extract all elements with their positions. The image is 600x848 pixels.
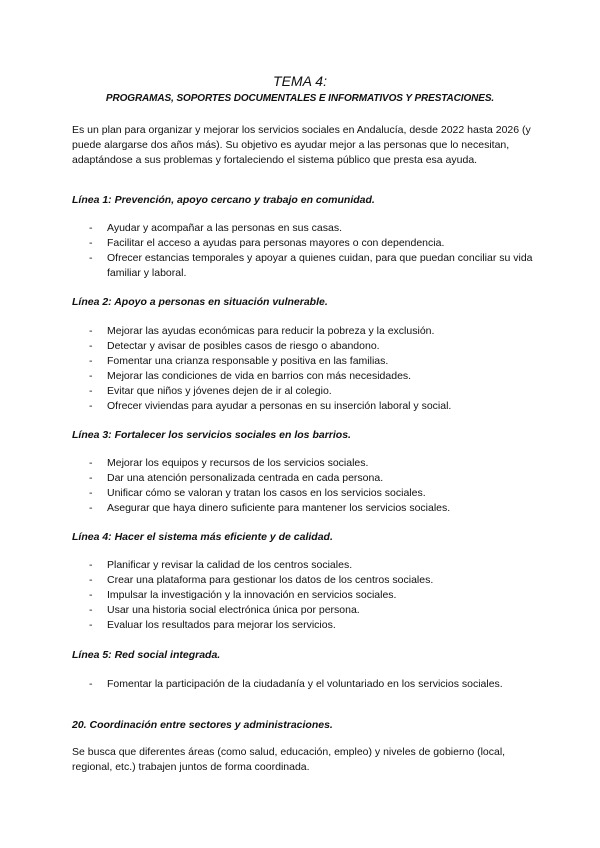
list-item: - Ofrecer estancias temporales y apoyar a quienes cuidan, para que puedan conciliar su vida familiar y laboral.	[72, 251, 542, 281]
page-title: TEMA 4:	[273, 73, 327, 89]
list-item: - Mejorar los equipos y recursos de los servicios sociales.	[72, 456, 542, 471]
list-item: - Dar una atención personalizada centrada en cada persona.	[72, 471, 542, 486]
line-1-heading: Línea 1: Prevención, apoyo cercano y trabajo en comunidad.	[72, 194, 375, 206]
list-item: - Ayudar y acompañar a las personas en sus casas.	[72, 221, 542, 236]
list-item: - Crear una plataforma para gestionar los datos de los centros sociales.	[72, 573, 542, 588]
list-item: - Facilitar el acceso a ayudas para personas mayores o con dependencia.	[72, 236, 542, 251]
list-item: - Fomentar la participación de la ciudadanía y el voluntariado en los servicios sociales.	[72, 677, 542, 692]
line-4-list	[72, 558, 542, 633]
line-4-heading: Línea 4: Hacer el sistema más eficiente y de calidad.	[72, 531, 333, 543]
list-item: - Asegurar que haya dinero suficiente para mantener los servicios sociales.	[72, 501, 542, 516]
list-item: - Detectar y avisar de posibles casos de riesgo o abandono.	[72, 339, 542, 354]
line-5-list	[72, 677, 542, 692]
list-item: - Mejorar las ayudas económicas para reducir la pobreza y la exclusión.	[72, 324, 542, 339]
list-item: - Unificar cómo se valoran y tratan los casos en los servicios sociales.	[72, 486, 542, 501]
line-3-list	[72, 456, 542, 516]
list-item: - Evitar que niños y jóvenes dejen de ir al colegio.	[72, 384, 542, 399]
list-item: - Evaluar los resultados para mejorar los servicios.	[72, 618, 542, 633]
list-item: - Impulsar la investigación y la innovación en servicios sociales.	[72, 588, 542, 603]
list-item: - Ofrecer viviendas para ayudar a personas en su inserción laboral y social.	[72, 399, 542, 414]
line-3-heading: Línea 3: Fortalecer los servicios sociales en los barrios.	[72, 429, 351, 441]
list-item: - Mejorar las condiciones de vida en barrios con más necesidades.	[72, 369, 542, 384]
page-subtitle: PROGRAMAS, SOPORTES DOCUMENTALES E INFORMATIVOS Y PRESTACIONES.	[105, 93, 495, 104]
intro-paragraph: Es un plan para organizar y mejorar los servicios sociales en Andalucía, desde 2022 hasta 2026 (y puede alargarse dos años más). Su objetivo es ayudar mejor a las personas que lo necesitan, adaptándose a sus problemas y fortaleciendo el sistema público que presta esa ayuda.	[72, 124, 531, 166]
section-heading: 20. Coordinación entre sectores y administraciones.	[72, 719, 333, 731]
list-item: - Usar una historia social electrónica única por persona.	[72, 603, 542, 618]
list-item: - Fomentar una crianza responsable y positiva en las familias.	[72, 354, 542, 369]
closing-paragraph: Se busca que diferentes áreas (como salud, educación, empleo) y niveles de gobierno (local, regional, etc.) trabajen juntos de forma coordinada.	[72, 746, 506, 773]
line-5-heading: Línea 5: Red social integrada.	[72, 649, 221, 661]
line-2-list	[72, 324, 542, 414]
line-2-heading: Línea 2: Apoyo a personas en situación vulnerable.	[72, 296, 328, 308]
line-1-list	[72, 221, 542, 281]
list-item: - Planificar y revisar la calidad de los centros sociales.	[72, 558, 542, 573]
